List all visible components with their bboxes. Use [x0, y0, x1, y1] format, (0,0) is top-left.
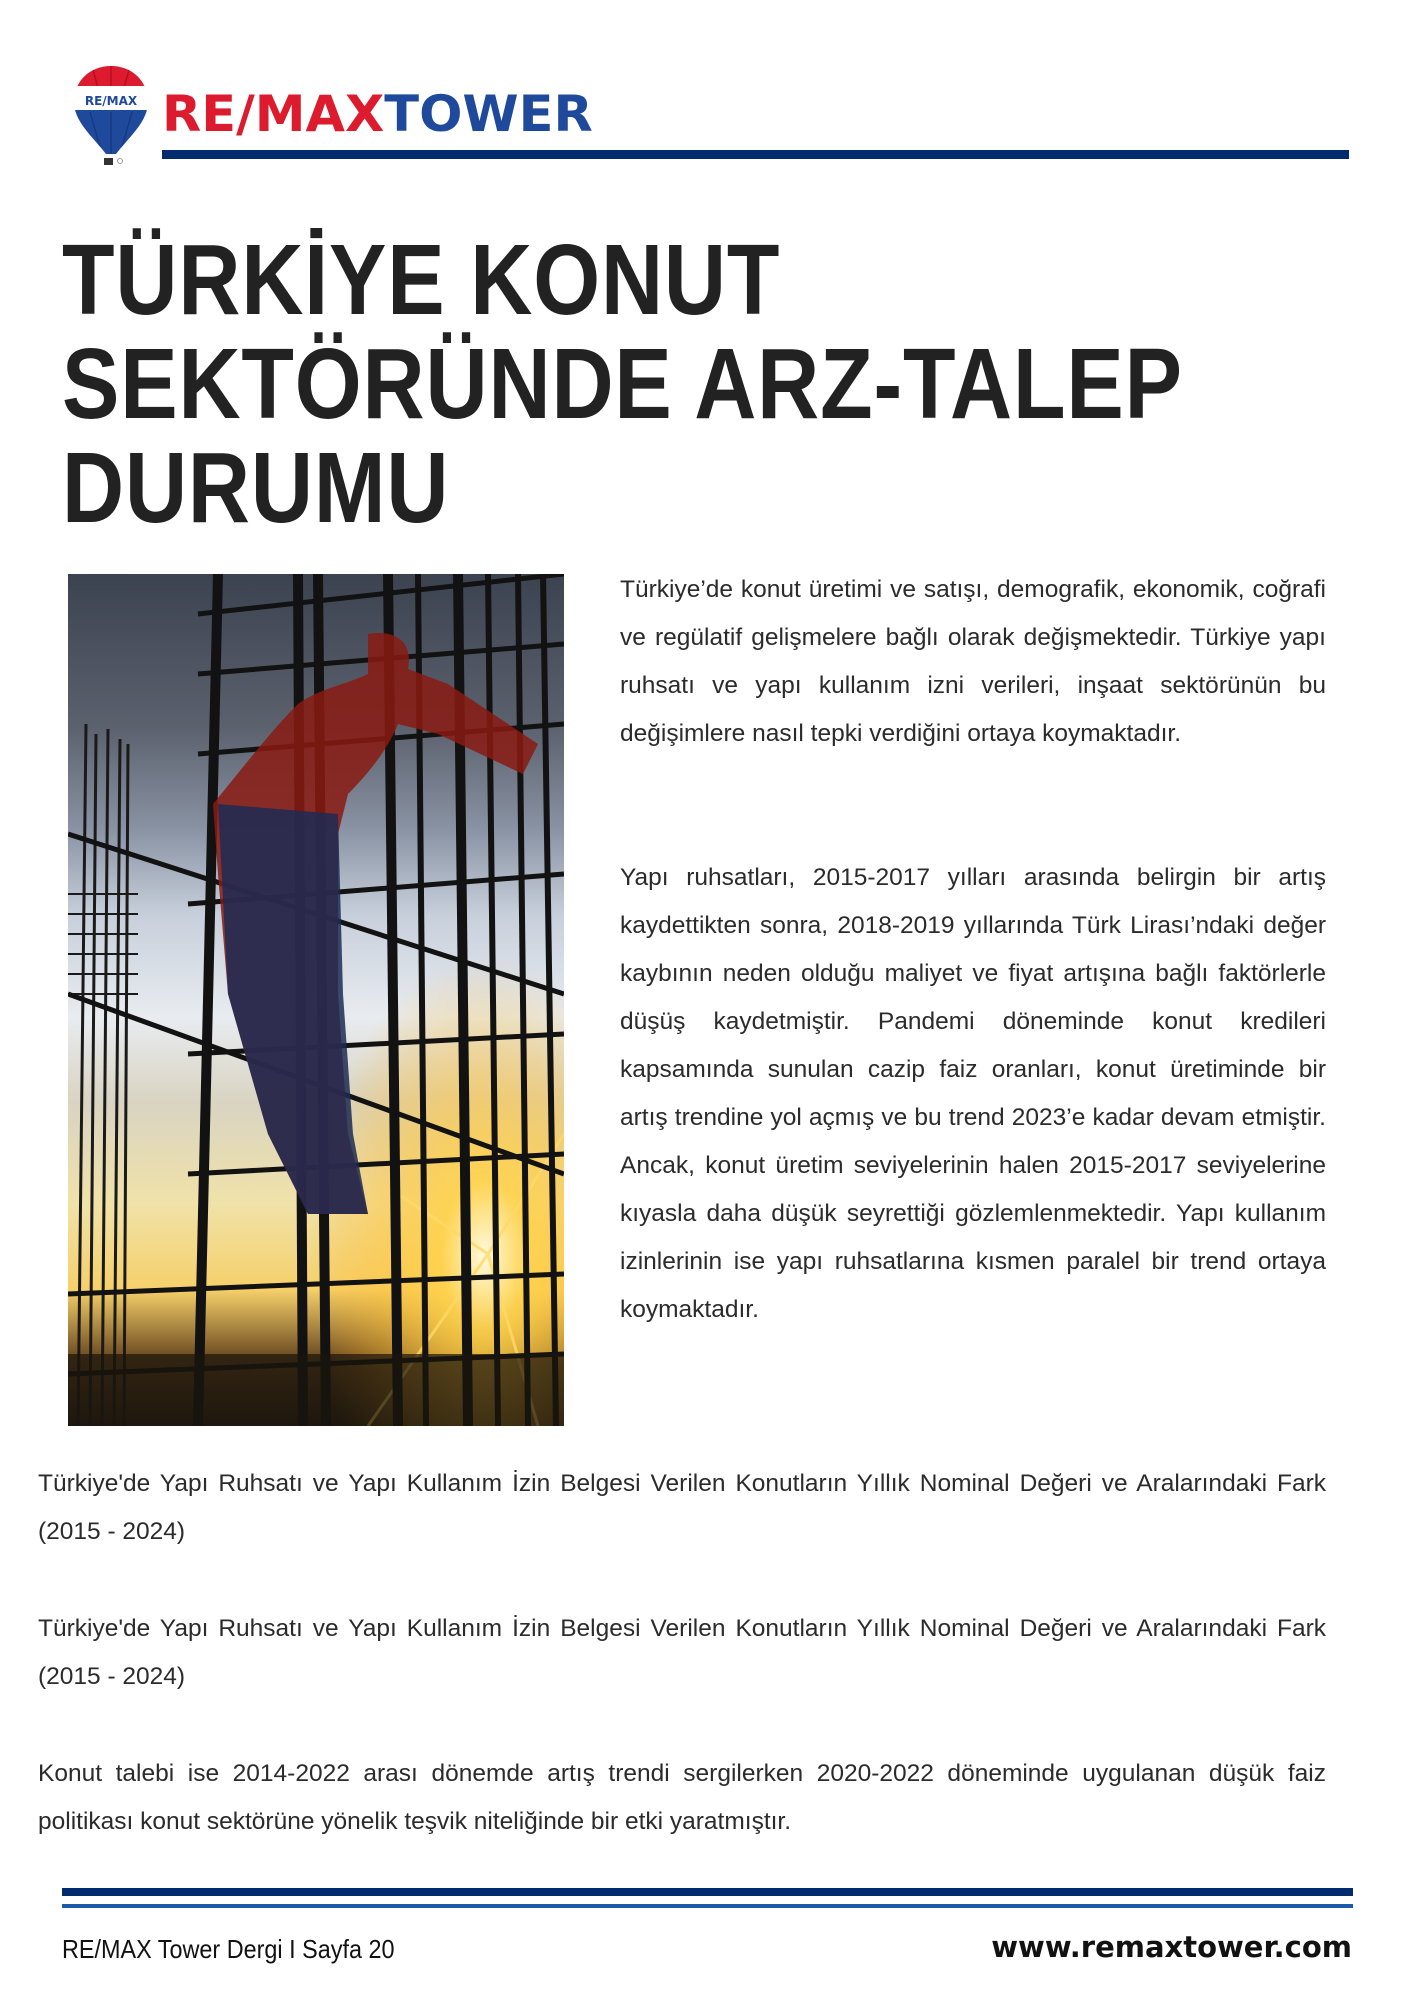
article-title — [62, 224, 1183, 544]
remax-balloon-logo — [72, 64, 150, 168]
header-divider — [162, 150, 1349, 159]
permits-paragraph: Yapı ruhsatları, 2015-2017 yılları arasında belirgin bir artış kaydettikten sonra, 2018-2019 yıllarında Türk Lirası’ndaki değer kaybının neden olduğu maliyet ve fiyat artışına bağlı faktörlerle düşüş kaydetmiştir. Pandemi döneminde konut kredileri kapsamında sunulan cazip faiz oranları, konut üretiminde bir artış trendine yol açmış ve bu trend 2023’e kadar devam etmiştir. Ancak, konut üretim seviyelerinin halen 2015-2017 seviyelerine kıyasla daha düşük seyrettiği gözlemlenmektedir. Yapı kullanım izinlerinin ise yapı ruhsatlarına kısmen paralel bir trend ortaya koymaktadır. — [620, 864, 1326, 1323]
svg-text:RE/MAX: RE/MAX — [84, 94, 138, 108]
figure-caption-1: Türkiye'de Yapı Ruhsatı ve Yapı Kullanım İzin Belgesi Verilen Konutların Yıllık Nominal Değeri ve Aralarındaki Fark (2015 - 2024) — [38, 1470, 1326, 1545]
article-photo — [68, 574, 564, 1426]
footer-divider-thin — [62, 1904, 1353, 1908]
footer-website-link[interactable]: www.remaxtower.com — [991, 1930, 1352, 1964]
footer-divider-thick — [62, 1888, 1353, 1896]
brand-remax: RE/MAX — [162, 85, 385, 143]
brand-wordmark — [162, 84, 593, 144]
title-line-1: TÜRKİYE KONUT — [62, 224, 781, 336]
intro-paragraph: Türkiye’de konut üretimi ve satışı, demografik, ekonomik, coğrafi ve regülatif gelişmelere bağlı olarak değişmektedir. Türkiye yapı ruhsatı ve yapı kullanım izni verileri, inşaat sektörünün bu değişimlere nasıl tepki verdiğini ortaya koymaktadır. — [620, 576, 1326, 747]
brand-tower: TOWER — [384, 85, 593, 143]
figure-caption-2: Türkiye'de Yapı Ruhsatı ve Yapı Kullanım İzin Belgesi Verilen Konutların Yıllık Nominal Değeri ve Aralarındaki Fark (2015 - 2024) — [38, 1615, 1326, 1690]
balloon-icon — [72, 64, 150, 168]
demand-paragraph: Konut talebi ise 2014-2022 arası dönemde artış trendi sergilerken 2020-2022 döneminde uygulanan düşük faiz politikası konut sektörüne yönelik teşvik niteliğinde bir etki yaratmıştır. — [38, 1760, 1326, 1835]
construction-worker-image — [68, 574, 564, 1426]
title-line-2: SEKTÖRÜNDE ARZ-TALEP — [62, 328, 1183, 440]
footer-publication-page: RE/MAX Tower Dergi I Sayfa 20 — [62, 1934, 395, 1964]
title-line-3: DURUMU — [62, 432, 450, 544]
